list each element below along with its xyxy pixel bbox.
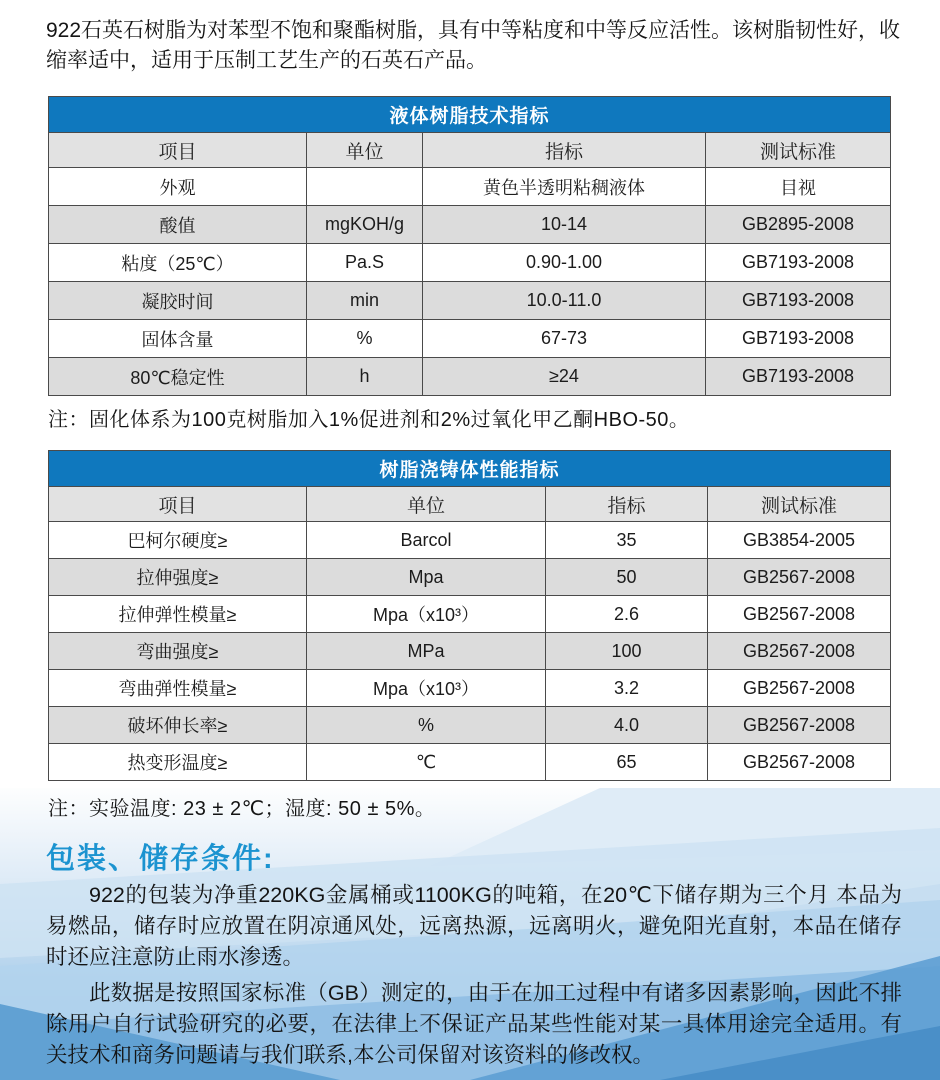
table-cell: 67-73 <box>423 320 706 358</box>
table-cell: GB7193-2008 <box>706 282 891 320</box>
table-cell: Barcol <box>307 522 546 559</box>
packaging-storage-paragraph: 922的包装为净重220KG金属桶或1100KG的吨箱，在20℃下储存期为三个月 本品为易燃品，储存时应放置在阴凉通风处，远离热源，远离明火，避免阳光直射，本品在储存时还应注意防止雨水渗透。 <box>46 883 902 969</box>
column-header: 测试标准 <box>706 133 891 168</box>
column-header: 单位 <box>307 133 423 168</box>
table-row <box>49 707 891 744</box>
table-row <box>49 633 891 670</box>
table-cell: GB3854-2005 <box>708 522 891 559</box>
casting-performance-spec-table <box>48 450 891 781</box>
table-cell: 酸值 <box>49 206 307 244</box>
table-header-row <box>49 487 891 522</box>
casting-table-note: 注：实验温度: 23 ± 2℃；湿度: 50 ± 5%。 <box>48 798 436 820</box>
table-cell: GB2567-2008 <box>708 670 891 707</box>
table-cell: GB7193-2008 <box>706 358 891 396</box>
table-cell: 热变形温度≥ <box>49 744 307 781</box>
table-cell: Mpa（x10³） <box>307 596 546 633</box>
table-cell: 弯曲强度≥ <box>49 633 307 670</box>
table-cell: Pa.S <box>307 244 423 282</box>
table-cell: 目视 <box>706 168 891 206</box>
storage-section-heading: 包装、储存条件: <box>46 843 275 875</box>
table-row <box>49 320 891 358</box>
table-title-row <box>49 451 891 487</box>
table-title: 树脂浇铸体性能指标 <box>49 451 891 487</box>
table-cell: Mpa <box>307 559 546 596</box>
column-header: 指标 <box>546 487 708 522</box>
table-cell: h <box>307 358 423 396</box>
column-header: 项目 <box>49 487 307 522</box>
table-header-row <box>49 133 891 168</box>
table-cell: GB2567-2008 <box>708 596 891 633</box>
table-cell: 弯曲弹性模量≥ <box>49 670 307 707</box>
table-cell: 100 <box>546 633 708 670</box>
intro-paragraph: 922石英石树脂为对苯型不饱和聚酯树脂，具有中等粘度和中等反应活性。该树脂韧性好，收缩率适中，适用于压制工艺生产的石英石产品。 <box>46 19 901 72</box>
table-cell: GB2567-2008 <box>708 633 891 670</box>
table-row <box>49 282 891 320</box>
table-cell: 凝胶时间 <box>49 282 307 320</box>
table-row <box>49 559 891 596</box>
table-cell: 拉伸弹性模量≥ <box>49 596 307 633</box>
table-row <box>49 244 891 282</box>
table-cell: 2.6 <box>546 596 708 633</box>
table-cell <box>307 168 423 206</box>
table-cell: GB2567-2008 <box>708 744 891 781</box>
table-cell: GB2567-2008 <box>708 559 891 596</box>
table-cell: GB7193-2008 <box>706 244 891 282</box>
table-row <box>49 206 891 244</box>
table-row <box>49 168 891 206</box>
table-cell: GB2895-2008 <box>706 206 891 244</box>
table-cell: 破坏伸长率≥ <box>49 707 307 744</box>
table-cell: min <box>307 282 423 320</box>
column-header: 项目 <box>49 133 307 168</box>
table-cell: 3.2 <box>546 670 708 707</box>
column-header: 指标 <box>423 133 706 168</box>
table-row <box>49 744 891 781</box>
table-cell: Mpa（x10³） <box>307 670 546 707</box>
table-cell: 50 <box>546 559 708 596</box>
table-cell: 黄色半透明粘稠液体 <box>423 168 706 206</box>
table-cell: 巴柯尔硬度≥ <box>49 522 307 559</box>
table-row <box>49 358 891 396</box>
table-cell: 拉伸强度≥ <box>49 559 307 596</box>
table-cell: 80℃稳定性 <box>49 358 307 396</box>
liquid-resin-table-note: 注：固化体系为100克树脂加入1%促进剂和2%过氧化甲乙酮HBO-50。 <box>48 409 690 431</box>
table-cell: 0.90-1.00 <box>423 244 706 282</box>
table-title: 液体树脂技术指标 <box>49 97 891 133</box>
table-cell: 4.0 <box>546 707 708 744</box>
table-cell: mgKOH/g <box>307 206 423 244</box>
table-title-row <box>49 97 891 133</box>
table-cell: % <box>307 707 546 744</box>
liquid-resin-spec-table <box>48 96 891 396</box>
table-cell: 10-14 <box>423 206 706 244</box>
table-row <box>49 596 891 633</box>
table-cell: ℃ <box>307 744 546 781</box>
table-cell: 35 <box>546 522 708 559</box>
column-header: 测试标准 <box>708 487 891 522</box>
table-cell: 10.0-11.0 <box>423 282 706 320</box>
disclaimer-paragraph: 此数据是按照国家标准（GB）测定的，由于在加工过程中有诸多因素影响，因此不排除用户自行试验研究的必要，在法律上不保证产品某些性能对某一具体用途完全适用。有关技术和商务问题请与我们联系,本公司保留对该资料的修改权。 <box>46 981 902 1067</box>
table-cell: 固体含量 <box>49 320 307 358</box>
table-cell: 外观 <box>49 168 307 206</box>
table-cell: GB7193-2008 <box>706 320 891 358</box>
table-cell: GB2567-2008 <box>708 707 891 744</box>
table-row <box>49 522 891 559</box>
column-header: 单位 <box>307 487 546 522</box>
table-cell: % <box>307 320 423 358</box>
table-row <box>49 670 891 707</box>
table-cell: 65 <box>546 744 708 781</box>
table-cell: 粘度（25℃） <box>49 244 307 282</box>
table-cell: ≥24 <box>423 358 706 396</box>
table-cell: MPa <box>307 633 546 670</box>
